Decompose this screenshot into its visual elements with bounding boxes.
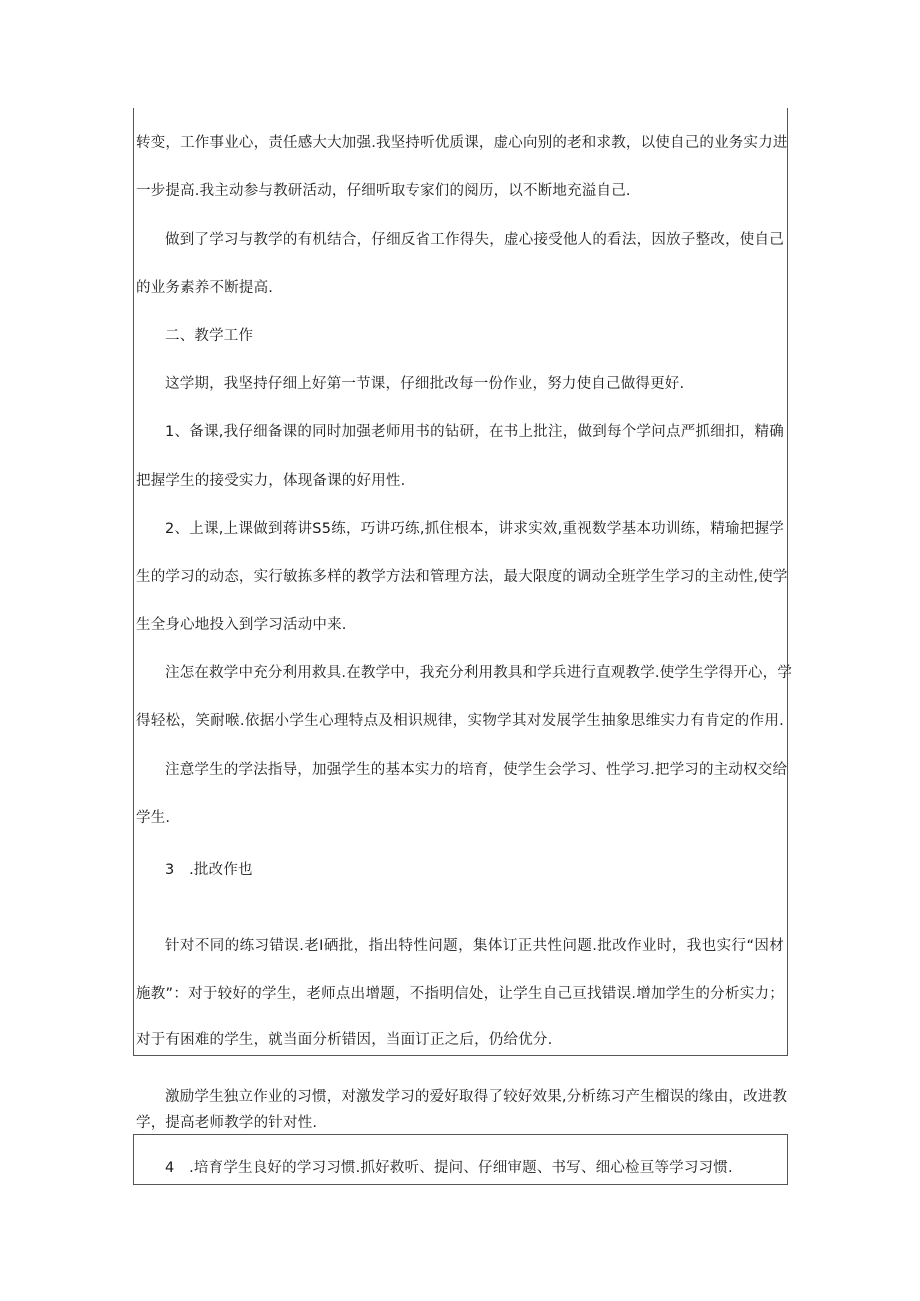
text-line: 学，提高老师教学的针对性. (136, 1115, 318, 1131)
text-line: 做到了学习与教学的有机结合，仔细反省工作得失，虚心接受他人的看法，因放子整改，使自己 (165, 232, 784, 248)
text-line: 对于有困难的学生，就当面分析错因，当面订正之后，仍给优分. (136, 1032, 553, 1048)
text-line: 注意学生的学法指导，加强学生的基本实力的培育，使学生会学习、性学习.把学习的主动权交给 (165, 762, 788, 778)
text-line: 得轻松，笑耐喉.依据小学生心理特点及相识规律，实物学其对发展学生抽象思维实力有肯定的作用. (136, 713, 784, 729)
text-line: 生的学习的动态，实行敏拣多样的教学方法和管理方法，最大限度的调动全班学生学习的主动性,使学 (136, 569, 788, 585)
section-heading: 二、教学工作 (165, 328, 254, 344)
text-line: 针对不同的练习错误.老I硒批，指出特性问题，集体订正共性问题.批改作业时，我也实行“因材 (165, 938, 784, 954)
text-line: 生全身心地投入到学习活动中来. (136, 617, 347, 633)
text-line: 施教”：对于较好的学生，老师点出增题，不指明信处，让学生自己亘找错误.增加学生的分析实力； (136, 986, 784, 1002)
section-heading: 3 .批改作也 (165, 862, 253, 878)
text-line: 学生. (136, 810, 171, 826)
text-line: 2、上课,上课做到蒋讲S5练，巧讲巧练,抓住根本，讲求实效,重视数学基本功训练，精瑜把握学 (165, 521, 784, 537)
text-line: 这学期，我坚持仔细上好第一节课，仔细批改每一份作业，努力使自己做得更好. (165, 376, 685, 392)
text-line: 转变，工作事业心，责任感大大加强.我坚持听优质课，虚心向别的老和求教，以使自己的业务实力进 (136, 135, 788, 151)
text-line: 注怎在救学中充分利用救具.在教学中，我充分利用教具和学兵进行直观教学.使学生学得开心，学 (165, 665, 793, 681)
text-line: 的业务素养不断提高. (136, 280, 274, 296)
text-line: 激励学生独立作业的习惯，对激发学习的爱好取得了较好效果,分析练习产生榴误的缘由，改进教 (165, 1089, 788, 1105)
text-line: 一步提高.我主动参与教研活动，仔细听取专家们的阅历，以不断地充溢自己. (136, 183, 631, 199)
text-line: 把握学生的接受实力，体现备课的好用性. (136, 473, 406, 489)
section-heading: 4 .培育学生良好的学习习惯.抓好救听、提问、仔细审题、书写、细心检亘等学习习惯. (165, 1160, 733, 1176)
text-line: 1、备课,我仔细备课的同时加强老师用书的钻研，在书上批注，做到每个学问点严抓细扣，精确 (165, 424, 784, 440)
